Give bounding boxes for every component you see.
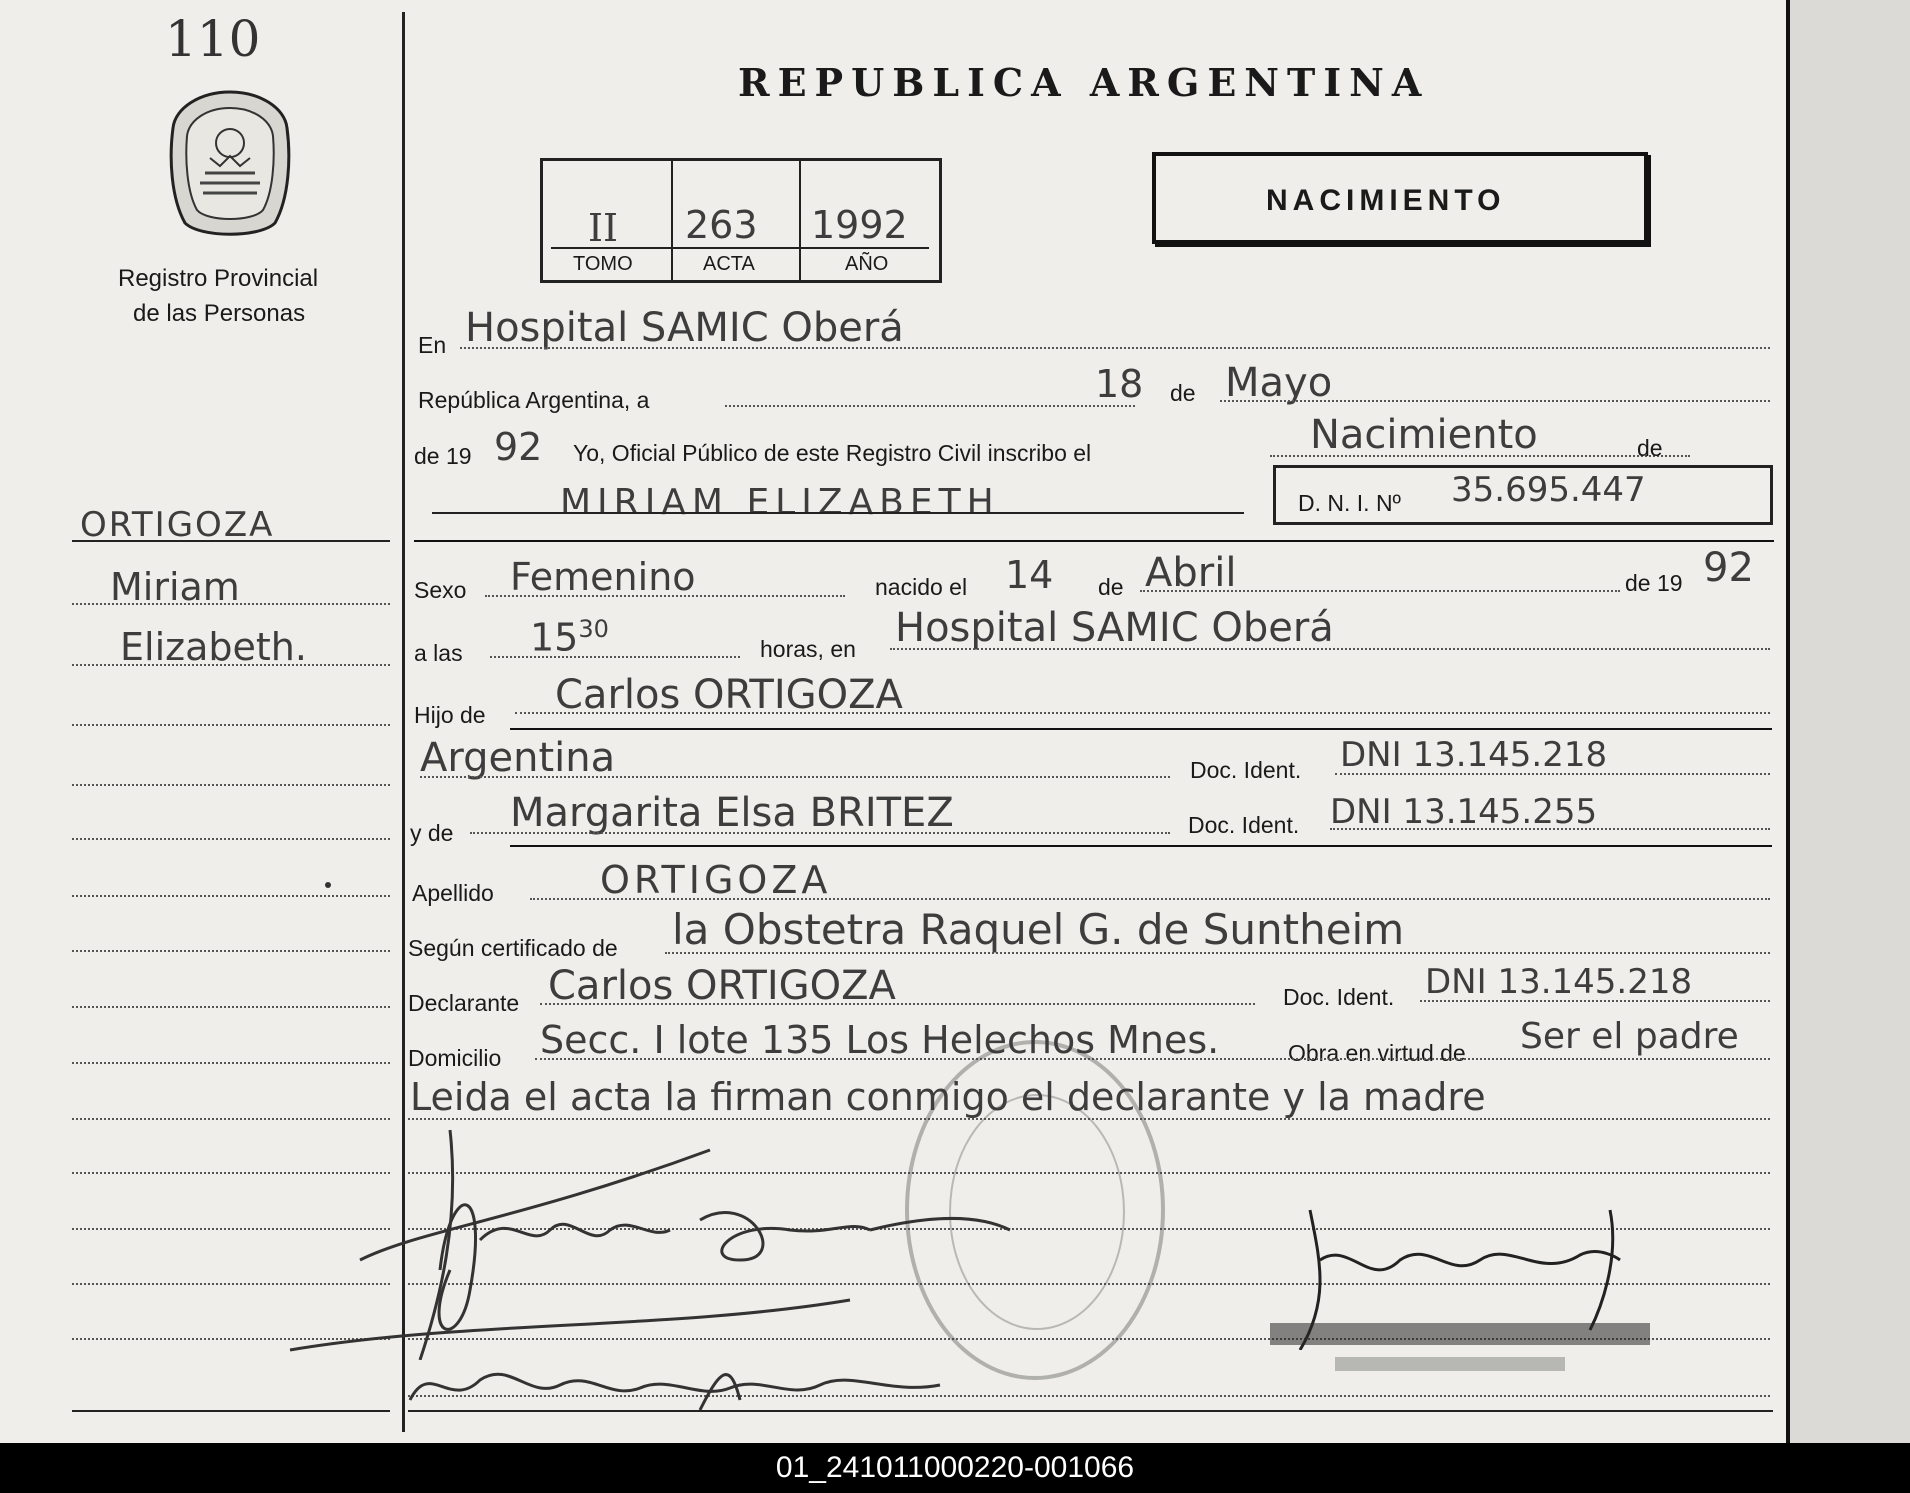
mother-line xyxy=(470,832,1170,834)
month-value: Mayo xyxy=(1225,360,1333,406)
margin-dotted xyxy=(72,784,390,786)
tomo-label: TOMO xyxy=(573,253,633,275)
province-seal xyxy=(165,88,295,243)
seal-icon xyxy=(165,88,295,243)
doc-ident-label-2: Doc. Ident. xyxy=(1188,812,1300,838)
name-line xyxy=(432,512,1244,514)
father-doc-line xyxy=(1335,773,1770,775)
alas-label: a las xyxy=(414,640,463,666)
margin-name-2: Elizabeth. xyxy=(120,625,307,669)
day-line xyxy=(725,405,1135,407)
dni-value: 35.695.447 xyxy=(1451,470,1646,510)
birth-place-line xyxy=(890,648,1770,650)
declarante-line xyxy=(540,1003,1255,1005)
declarante-value: Carlos ORTIGOZA xyxy=(548,963,896,1009)
domicilio-value: Secc. I lote 135 Los Helechos Mnes. xyxy=(540,1018,1220,1062)
margin-surname: ORTIGOZA xyxy=(80,505,275,545)
margin-dotted xyxy=(72,838,390,840)
margin-dotted xyxy=(72,664,390,666)
leida-text: Leida el acta la firman conmigo el declarante y la madre xyxy=(410,1075,1486,1119)
birth-month-line xyxy=(1140,590,1620,592)
doc-ident-label-1: Doc. Ident. xyxy=(1190,757,1302,783)
margin-dotted xyxy=(72,1062,390,1064)
place-value: Hospital SAMIC Oberá xyxy=(465,305,904,351)
image-id-bar: 01_241011000220-001066 xyxy=(0,1443,1910,1493)
anio-value: 1992 xyxy=(811,203,908,247)
sexo-line xyxy=(485,595,845,597)
margin-dotted xyxy=(72,1006,390,1008)
event-value: Nacimiento xyxy=(1310,412,1538,458)
section-rule xyxy=(510,728,1772,730)
segun-label: Según certificado de xyxy=(408,935,618,961)
father-doc: DNI 13.145.218 xyxy=(1340,735,1608,775)
apellido-value: ORTIGOZA xyxy=(600,858,832,902)
domicilio-line xyxy=(535,1058,1770,1060)
margin-dotted xyxy=(72,724,390,726)
nationality-line xyxy=(420,776,1170,778)
en-label: En xyxy=(418,332,447,358)
anio-label: AÑO xyxy=(845,253,889,275)
year-prefix: de 19 xyxy=(414,443,472,469)
birth-year-prefix: de 19 xyxy=(1625,570,1683,596)
registry-line-1: Registro Provincial xyxy=(118,265,319,292)
mother-doc: DNI 13.145.255 xyxy=(1330,792,1598,832)
acta-label: ACTA xyxy=(703,253,755,275)
hijo-label: Hijo de xyxy=(414,702,486,728)
mother-value: Margarita Elsa BRITEZ xyxy=(510,790,954,836)
month-line xyxy=(1220,400,1770,402)
year-suffix: 92 xyxy=(494,425,543,469)
margin-name-1: Miriam xyxy=(110,565,240,609)
hour-hours: 15 xyxy=(530,615,579,660)
event-line xyxy=(1270,455,1690,457)
dni-box xyxy=(1273,465,1773,525)
apellido-label: Apellido xyxy=(412,880,494,906)
registry-line-2: de las Personas xyxy=(133,300,306,327)
de-label: de xyxy=(1170,380,1196,406)
margin-line xyxy=(72,540,390,542)
official-stamp-text xyxy=(1265,1315,1665,1385)
father-signature xyxy=(270,1120,1030,1360)
domicilio-label: Domicilio xyxy=(408,1045,502,1071)
birth-year-suffix: 92 xyxy=(1703,545,1754,591)
declarante-doc-line xyxy=(1420,1000,1770,1002)
hour-value xyxy=(530,615,609,660)
doc-type-box xyxy=(1152,152,1648,244)
mother-doc-line xyxy=(1330,828,1770,830)
margin-dotted xyxy=(72,895,390,897)
doc-type-title: NACIMIENTO xyxy=(1266,184,1506,217)
margin-dotted xyxy=(72,603,390,605)
full-name: MIRIAM ELIZABETH xyxy=(560,482,1000,523)
margin-dotted xyxy=(72,950,390,952)
doc-ident-label-3: Doc. Ident. xyxy=(1283,984,1395,1010)
de2-label: de xyxy=(1637,435,1663,461)
apellido-line xyxy=(530,898,1770,900)
birth-month: Abril xyxy=(1145,550,1237,596)
republica-label: República Argentina, a xyxy=(418,387,650,413)
certificate-value: la Obstetra Raquel G. de Suntheim xyxy=(672,905,1405,954)
tomo-value: II xyxy=(588,206,619,250)
sexo-label: Sexo xyxy=(414,577,467,603)
page-edge xyxy=(1790,0,1910,1443)
father-nationality: Argentina xyxy=(420,735,616,781)
ink-dot xyxy=(325,882,331,888)
birth-place: Hospital SAMIC Oberá xyxy=(895,605,1334,651)
country-title: REPUBLICA ARGENTINA xyxy=(738,60,1430,105)
birth-day: 14 xyxy=(1005,553,1054,597)
hour-minutes: 30 xyxy=(578,615,609,643)
father-line xyxy=(515,712,1770,714)
horas-label: horas, en xyxy=(760,636,856,662)
section-rule xyxy=(414,540,1774,542)
de3-label: de xyxy=(1098,574,1124,600)
margin-bottom-line xyxy=(72,1410,390,1412)
hour-line xyxy=(490,656,740,658)
dni-label: D. N. I. Nº xyxy=(1298,490,1401,516)
obra-label: Obra en virtud de xyxy=(1288,1040,1466,1066)
mother-signature xyxy=(400,1340,960,1420)
sexo-value: Femenino xyxy=(510,555,696,599)
folio-number: 110 xyxy=(165,10,261,68)
yde-label: y de xyxy=(410,820,454,846)
section-rule xyxy=(510,845,1772,847)
place-line xyxy=(460,347,1770,349)
declarante-label: Declarante xyxy=(408,990,520,1016)
day-value: 18 xyxy=(1095,362,1144,406)
nacido-label: nacido el xyxy=(875,574,968,600)
acta-value: 263 xyxy=(685,203,758,247)
father-value: Carlos ORTIGOZA xyxy=(555,672,903,718)
declarante-doc: DNI 13.145.218 xyxy=(1425,962,1693,1002)
obra-value: Ser el padre xyxy=(1520,1016,1739,1057)
reference-box xyxy=(540,158,942,283)
yo-label: Yo, Oficial Público de este Registro Civil inscribo el xyxy=(573,440,1092,466)
certificate-line xyxy=(665,952,1770,954)
